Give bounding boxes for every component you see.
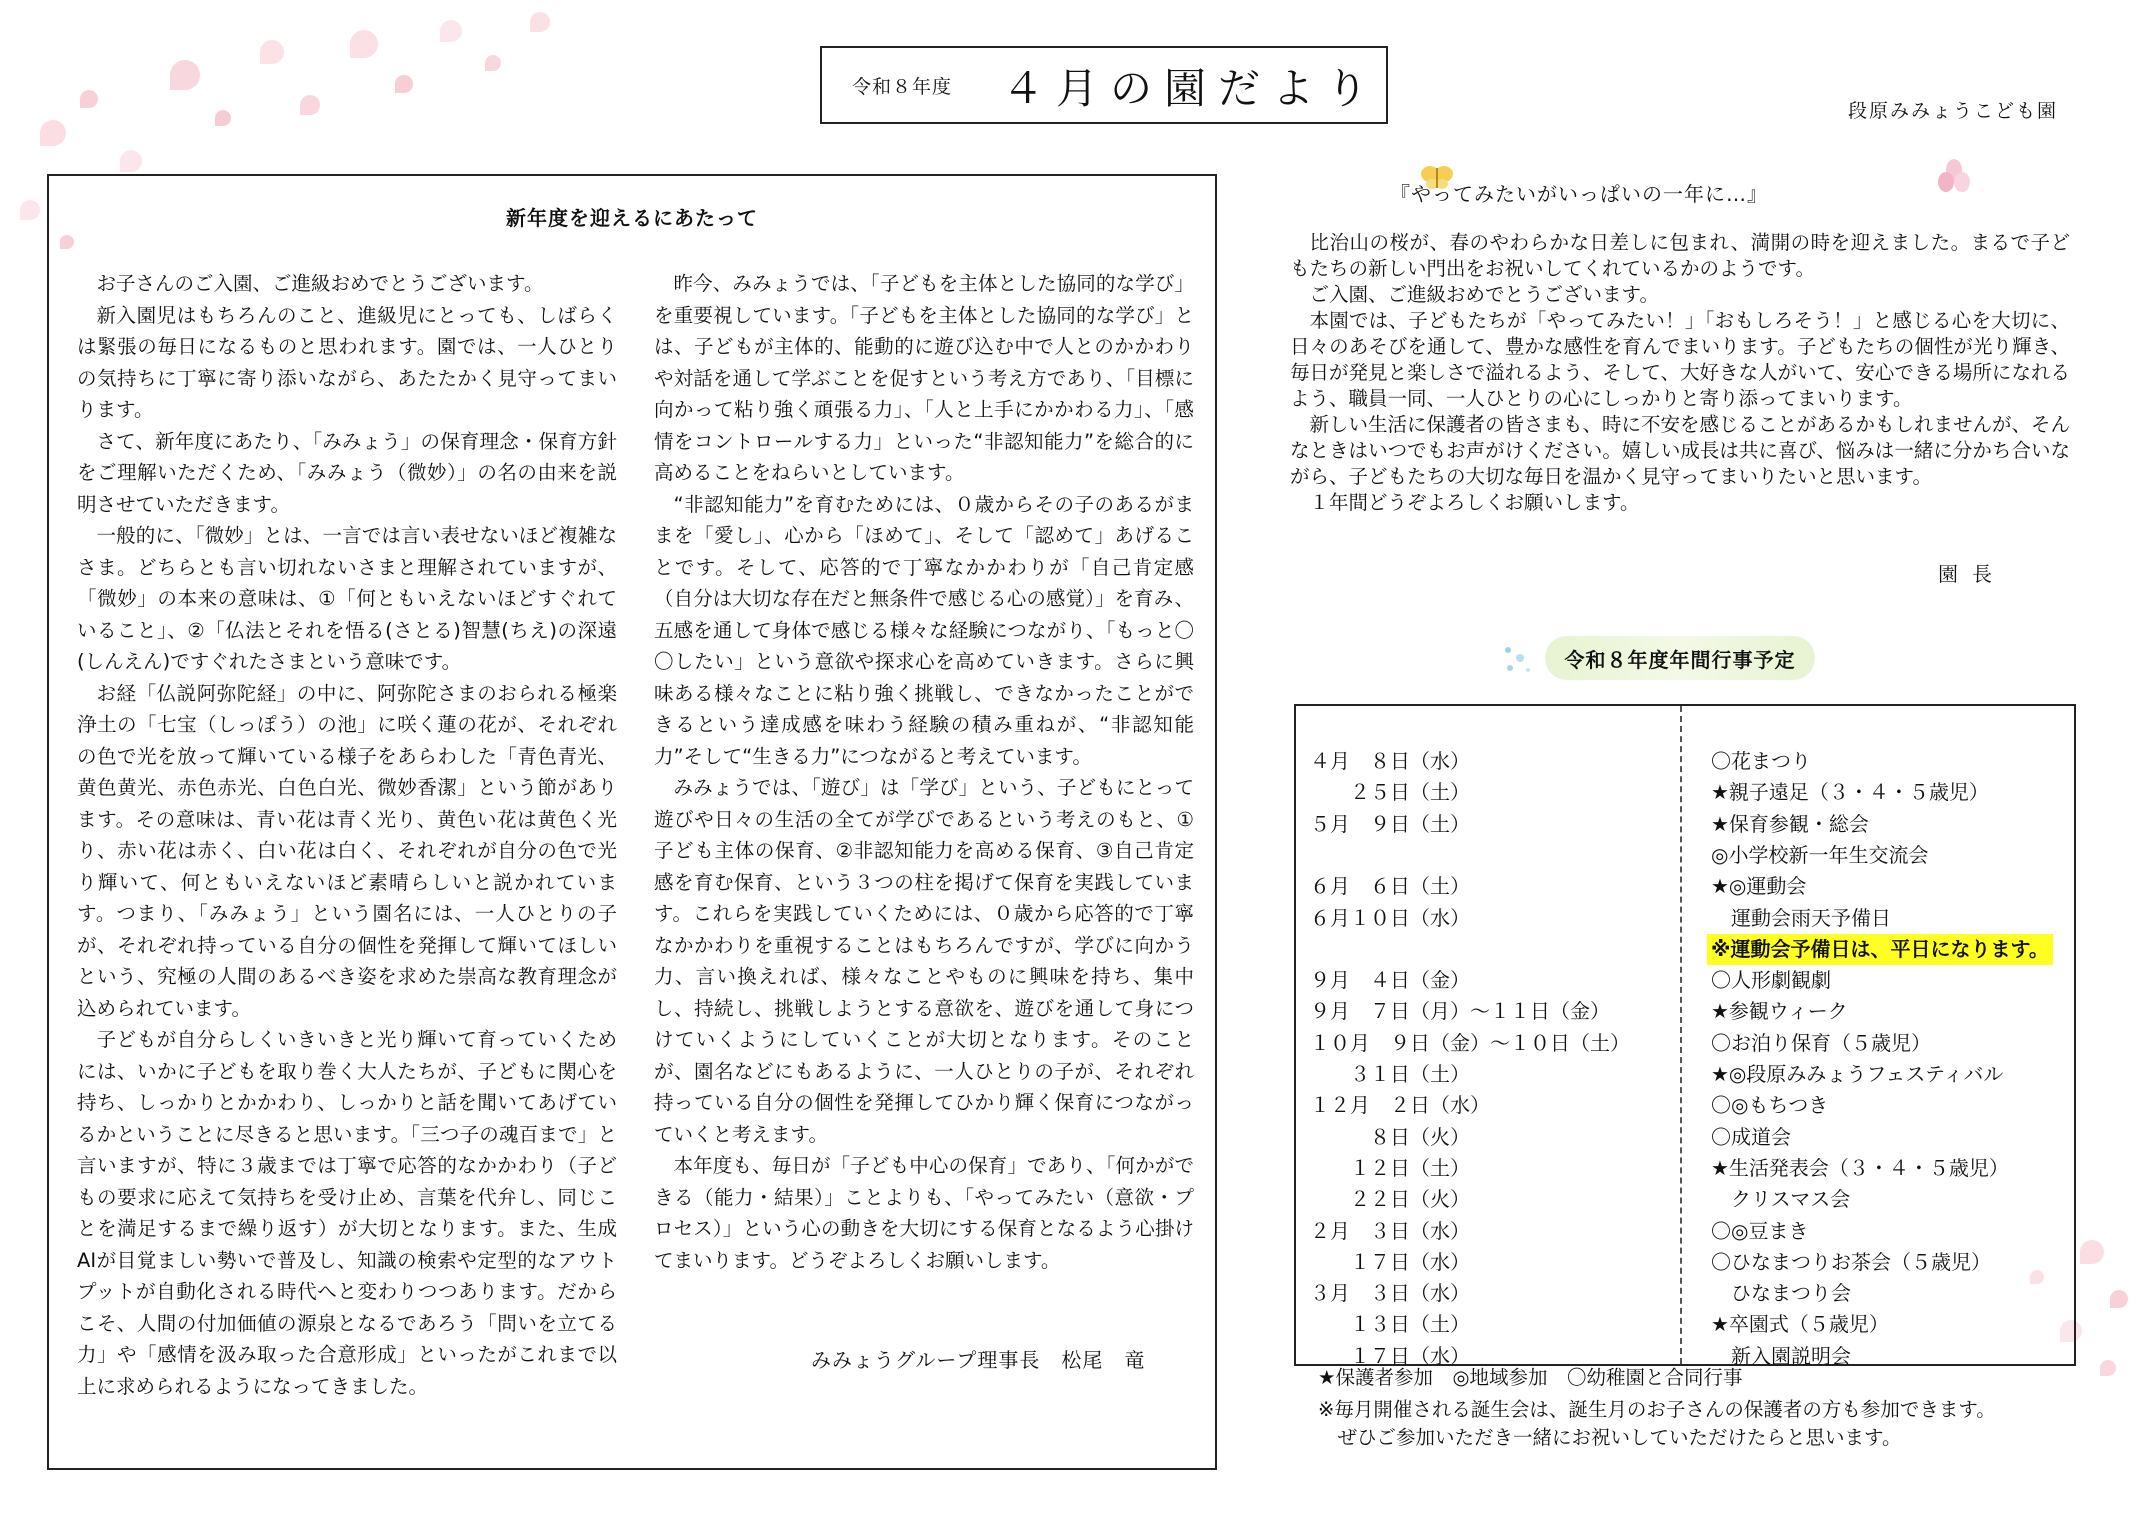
principal-sign: 園長	[1938, 562, 2006, 586]
article-paragraph: 一般的に、「微妙」とは、一言では言い表せないほど複雑なさま。どちらとも言い切れないさまと理解されていますが、「微妙」の本来の意味は、①「何ともいえないほどすぐれていること」、②「仏法とそれを悟る(さとる)智慧(ちえ)の深遠(しんえん)ですぐれたさまという意味です。	[77, 524, 617, 673]
schedule-event: ★生活発表会（３・４・５歳児）	[1711, 1155, 2009, 1180]
schedule-event: ★卒園式（５歳児）	[1711, 1312, 1889, 1337]
schedule-row	[1296, 746, 2074, 777]
schedule-row	[1296, 965, 2074, 996]
schedule-event: 〇人形劇観劇	[1711, 968, 1831, 993]
schedule-event: ★保育参観・総会	[1711, 811, 1869, 836]
schedule-date: ９月 ４日（金）	[1310, 968, 1470, 993]
schedule-event: 〇花まつり	[1711, 749, 1811, 773]
schedule-date: １３日（土）	[1310, 1312, 1470, 1337]
schedule-date: ３月 ３日（水）	[1310, 1281, 1470, 1306]
schedule-date: ６月 ６日（土）	[1310, 874, 1470, 899]
schedule-event: 〇ひなまつりお茶会（５歳児）	[1711, 1249, 1991, 1274]
schedule-event: 運動会雨天予備日	[1711, 905, 1891, 930]
schedule-event: ◎小学校新一年生交流会	[1711, 842, 1929, 867]
schedule-date: ８日（火）	[1310, 1124, 1470, 1149]
era-label: 令和８年度	[852, 76, 953, 98]
schedule-table	[1294, 704, 2076, 1366]
schedule-event: 〇成道会	[1711, 1124, 1791, 1149]
schedule-row	[1296, 1122, 2074, 1153]
article-paragraph: お子さんのご入園、ご進級おめでとうございます。	[96, 272, 544, 295]
schedule-row	[1296, 871, 2074, 902]
schedule-row	[1296, 1184, 2074, 1215]
schedule-date: ６月１０日（水）	[1310, 905, 1470, 930]
schedule-date: ９月 ７日（月）～１１日（金）	[1310, 999, 1610, 1024]
birthday-note-line: ※毎月開催される誕生会は、誕生月のお子さんの保護者の方も参加できます。	[1318, 1398, 1996, 1421]
greeting-paragraph: １年間どうぞよろしくお願いします。	[1309, 491, 1640, 514]
greeting-paragraph: 比治山の桜が、春のやわらかな日差しに包まれ、満開の時を迎えました。まるで子どもたちの新しい門出をお祝いしてくれているかのようです。	[1290, 231, 2070, 280]
schedule-date: ２月 ３日（水）	[1310, 1218, 1470, 1243]
schedule-event: 〇◎もちつき	[1711, 1093, 1829, 1118]
schedule-row	[1296, 1278, 2074, 1309]
schedule-date: ２２日（火）	[1310, 1187, 1470, 1212]
schedule-event: 〇お泊り保育（５歳児）	[1711, 1030, 1931, 1055]
article-paragraph: みみょうでは、「遊び」は「学び」という、子どもにとって遊びや日々の生活の全てが学びであるという考えのもと、①子ども主体の保育、②非認知能力を高める保育、③自己肯定感を育む保育、という３つの柱を掲げて保育を実践しています。これらを実践していくためには、０歳から応答的で丁寧なかかわりを重視することはもちろんですが、学びに向かう力、言い換えれば、様々なことやものに興味を持ち、集中し、持続し、挑戦しようとする意欲を、遊びを通して身につけていくようにしていくことが大切となります。そのことが、園名などにもあるように、一人ひとりの子が、それぞれ持っている自分の個性を発揮してひかり輝く保育につながっていくと考えます。	[654, 776, 1194, 1146]
article-column-2	[654, 268, 1194, 1276]
article-paragraph: お経「仏説阿弥陀経」の中に、阿弥陀さまのおられる極楽浄土の「七宝（しっぽう）の池」に咲く蓮の花が、それぞれの色で光を放って輝いている様子をあらわした「青色青光、黄色黄光、赤色赤光、白色白光、微妙香潔」という節があります。その意味は、青い花は青く光り、黄色い花は黄色く光り、赤い花は赤く、白い花は白く、それぞれが自分の色で光り輝いて、何ともいえないほど素晴らしいと説かれています。つまり、「みみょう」という園名には、一人ひとりの子が、それぞれ持っている自分の個性を発揮して輝いてほしいという、究極の人間のあるべき姿を求めた崇高な教育理念が込められています。	[77, 681, 617, 1020]
schedule-event: クリスマス会	[1711, 1187, 1851, 1212]
schedule-date: １０月 ９日（金）～１０日（土）	[1310, 1030, 1630, 1055]
flower-icon	[1934, 158, 1974, 198]
schedule-row	[1296, 1309, 2074, 1340]
article-heading: 新年度を迎えるにあたって	[506, 206, 758, 230]
schedule-event: ★◎段原みみょうフェスティバル	[1711, 1062, 2004, 1086]
schedule-date: ５月 ９日（土）	[1310, 811, 1470, 836]
greeting-heading: 『やってみたいがいっぱいの一年に…』	[1390, 182, 1768, 206]
schedule-event: 〇◎豆まき	[1711, 1218, 1809, 1243]
schedule-date: １７日（水）	[1310, 1343, 1470, 1368]
chairman-signature: みみょうグループ理事長 松尾 竜	[811, 1348, 1146, 1372]
sparkle-decoration	[1498, 640, 1538, 680]
schedule-row	[1296, 903, 2074, 934]
schedule-row	[1296, 934, 2074, 965]
schedule-date: ３１日（土）	[1310, 1062, 1470, 1086]
schedule-row	[1296, 1247, 2074, 1278]
greeting-paragraph: ご入園、ご進級おめでとうございます。	[1309, 283, 1659, 306]
schedule-date: １２月 ２日（水）	[1310, 1093, 1490, 1118]
title-box	[820, 46, 1388, 124]
article-paragraph: 子どもが自分らしくいきいきと光り輝いて育っていくためには、いかに子どもを取り巻く大人たちが、子どもに関心を持ち、しっかりとかかわり、しっかりと話を聞いてあげているかということに尽きると思います。「三つ子の魂百まで」と言いますが、特に３歳までは丁寧で応答的なかかわり（子どもの要求に応えて気持ちを受け止め、言葉を代弁し、同じことを満足するまで繰り返す）が大切となります。また、生成AIが目覚ましい勢いで普及し、知識の検索や定型的なアウトプットが自動化される時代へと変わりつつあります。だからこそ、人間の付加価値の源泉となるであろう「問いを立てる力」や「感情を汲み取った合意形成」といったがこれまで以上に求められるようになってきました。	[77, 1028, 617, 1398]
schedule-notice-highlight: ※運動会予備日は、平日になります。	[1707, 934, 2053, 965]
schedule-row	[1296, 1090, 2074, 1121]
schedule-row	[1296, 1028, 2074, 1059]
article-paragraph: “非認知能力”を育むためには、０歳からその子のあるがままを「愛し」、心から「ほめて」、そして「認めて」あげることです。そして、応答的で丁寧なかかわりが「自己肯定感（自分は大切な存在だと無条件で感じる心の感覚）」を育み、五感を通して身体で感じる様々な経験につながり、「もっと〇〇したい」という意欲や探求心を高めていきます。さらに興味ある様々なことに粘り強く挑戦し、できなかったことができるという達成感を味わう経験の積み重ねが、“非認知能力”そして“生きる力”につながると考えています。	[654, 492, 1194, 768]
schedule-date: １７日（水）	[1310, 1249, 1470, 1274]
newsletter-title: ４月の園だより	[1002, 64, 1381, 113]
article-paragraph: 本年度も、毎日が「子ども中心の保育」であり、「何かができる（能力・結果）」ことよりも、「やってみたい（意欲・プロセス）」という心の動きを大切にする保育となるよう心掛けてまいります。どうぞよろしくお願いします。	[654, 1154, 1194, 1272]
schedule-date: ２５日（土）	[1310, 780, 1470, 805]
schedule-row	[1296, 1216, 2074, 1247]
article-paragraph: 昨今、みみょうでは、「子どもを主体とした協同的な学び」を重要視しています。「子どもを主体とした協同的な学び」とは、子どもが主体的、能動的に遊び込む中で人とのかかわりや対話を通して学ぶことを促すという考え方であり、「目標に向かって粘り強く頑張る力」、「人と上手にかかわる力」、「感情をコントロールする力」といった“非認知能力”を総合的に高めることをねらいとしています。	[654, 272, 1194, 484]
greeting-paragraph: 新しい生活に保護者の皆さまも、時に不安を感じることがあるかもしれませんが、そんなときはいつでもお声がけください。嬉しい成長は共に喜び、悩みは一緒に分かち合いながら、子どもたちの大切な毎日を温かく見守ってまいりたいと思います。	[1290, 413, 2071, 488]
schedule-event: 新入園説明会	[1711, 1343, 1851, 1368]
birthday-note-line: ぜひご参加いただき一緒にお祝いしていただけたらと思います。	[1318, 1426, 1902, 1449]
schedule-row	[1296, 809, 2074, 840]
birthday-note	[1318, 1396, 1996, 1452]
schedule-heading: 令和８年度年間行事予定	[1564, 648, 1796, 672]
schedule-event: ★参観ウィーク	[1711, 999, 1848, 1024]
article-paragraph: さて、新年度にあたり、「みみょう」の保育理念・保育方針をご理解いただくため、「みみょう（微妙）」の名の由来を説明させていただきます。	[77, 429, 617, 516]
article-column-1	[77, 268, 617, 1402]
greeting-paragraph: 本園では、子どもたちが「やってみたい！」「おもしろそう！」と感じる心を大切に、日々のあそびを通して、豊かな感性を育んでまいります。子どもたちの個性が光り輝き、毎日が発見と楽しさで溢れるよう、そして、大好きな人がいて、安心できる場所になれるよう、職員一同、一人ひとりの心にしっかりと寄り添ってまいります。	[1290, 309, 2070, 410]
schedule-event: ★◎運動会	[1711, 874, 1807, 899]
schedule-row	[1296, 996, 2074, 1027]
schedule-row	[1296, 840, 2074, 871]
schedule-legend: ★保護者参加 ◎地域参加 〇幼稚園と合同行事	[1318, 1366, 1743, 1389]
greeting-body	[1290, 230, 2070, 516]
director-article	[47, 174, 1217, 1470]
schedule-row	[1296, 777, 2074, 808]
schedule-event: ひなまつり会	[1711, 1281, 1851, 1306]
schedule-row	[1296, 1153, 2074, 1184]
schedule-date: １２日（土）	[1310, 1155, 1470, 1180]
school-name: 段原みみょうこども園	[1848, 100, 2059, 122]
schedule-row	[1296, 1059, 2074, 1090]
schedule-event: ★親子遠足（３・４・５歳児）	[1711, 780, 1989, 805]
schedule-heading-banner	[1545, 636, 1815, 680]
article-paragraph: 新入園児はもちろんのこと、進級児にとっても、しばらくは緊張の毎日になるものと思われます。園では、一人ひとりの気持ちに丁寧に寄り添いながら、あたたかく見守ってまいります。	[77, 303, 617, 421]
schedule-date: ４月 ８日（水）	[1310, 749, 1470, 773]
